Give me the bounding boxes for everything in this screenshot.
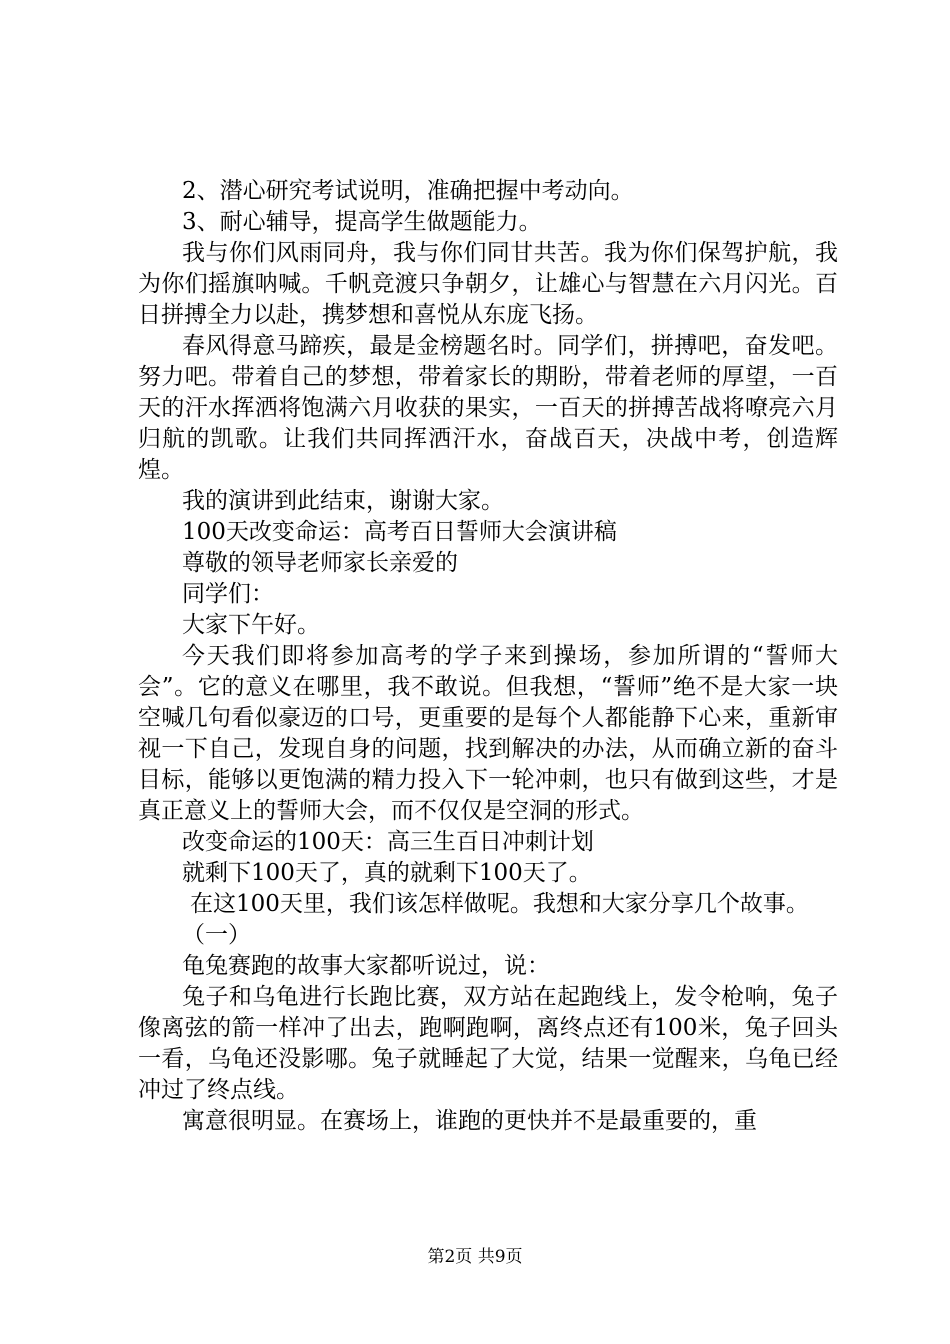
paragraph-5: 我的演讲到此结束，谢谢大家。 [182,488,504,514]
section-title: 改变命运的100天：高三生百日冲刺计划 [182,829,594,855]
salutation: 尊敬的领导老师家长亲爱的 [182,550,458,576]
story-number: （一） [182,922,251,948]
salutation-continued: 同学们： [182,581,274,607]
paragraph-3: 我与你们风雨同舟，我与你们同甘共苦。我为你们保驾护航，我为你们摇旗呐喊。千帆竞渡只争朝夕，让雄心与智慧在六月闪光。百日拼搏全力以赴，携梦想和喜悦从东庞飞扬。 [138,240,838,328]
speech-title: 100天改变命运：高考百日誓师大会演讲稿 [182,519,617,545]
paragraph-17: 寓意很明显。在赛场上，谁跑的更快并不是最重要的，重 [182,1108,757,1134]
paragraph-13: 在这100天里，我们该怎样做呢。我想和大家分享几个故事。 [190,891,809,917]
paragraph-10: 今天我们即将参加高考的学子来到操场，参加所谓的“誓师大会”。它的意义在哪里，我不敢说。但我想，“誓师”绝不是大家一块空喊几句看似豪迈的口号，更重要的是每个人都能静下心来，重新审视一下自己，发现自身的问题，找到解决的办法，从而确立新的奋斗目标，能够以更饱满的精力投入下一轮冲刺，也只有做到这些，才是真正意义上的誓师大会，而不仅仅是空洞的形式。 [138,643,838,824]
paragraph-1: 2、潜心研究考试说明，准确把握中考动向。 [182,178,634,204]
paragraph-2: 3、耐心辅导，提高学生做题能力。 [182,209,542,235]
greeting: 大家下午好。 [182,612,320,638]
page-number: 第2页 共9页 [427,1247,523,1267]
paragraph-4: 春风得意马蹄疾，最是金榜题名时。同学们，拼搏吧，奋发吧。努力吧。带着自己的梦想，带着家长的期盼，带着老师的厚望，一百天的汗水挥洒将饱满六月收获的果实，一百天的拼搏苦战将嘹亮六月归航的凯歌。让我们共同挥洒汗水，奋战百天，决战中考，创造辉煌。 [138,333,838,483]
paragraph-12: 就剩下100天了，真的就剩下100天了。 [182,860,592,886]
paragraph-15: 龟兔赛跑的故事大家都听说过，说： [182,953,550,979]
paragraph-16: 兔子和乌龟进行长跑比赛，双方站在起跑线上，发令枪响，兔子像离弦的箭一样冲了出去，跑啊跑啊，离终点还有100米，兔子回头一看，乌龟还没影哪。兔子就睡起了大觉，结果一觉醒来，乌龟已经冲过了终点线。 [138,984,838,1103]
page-footer [0,1246,950,1268]
document-body [138,176,838,1137]
